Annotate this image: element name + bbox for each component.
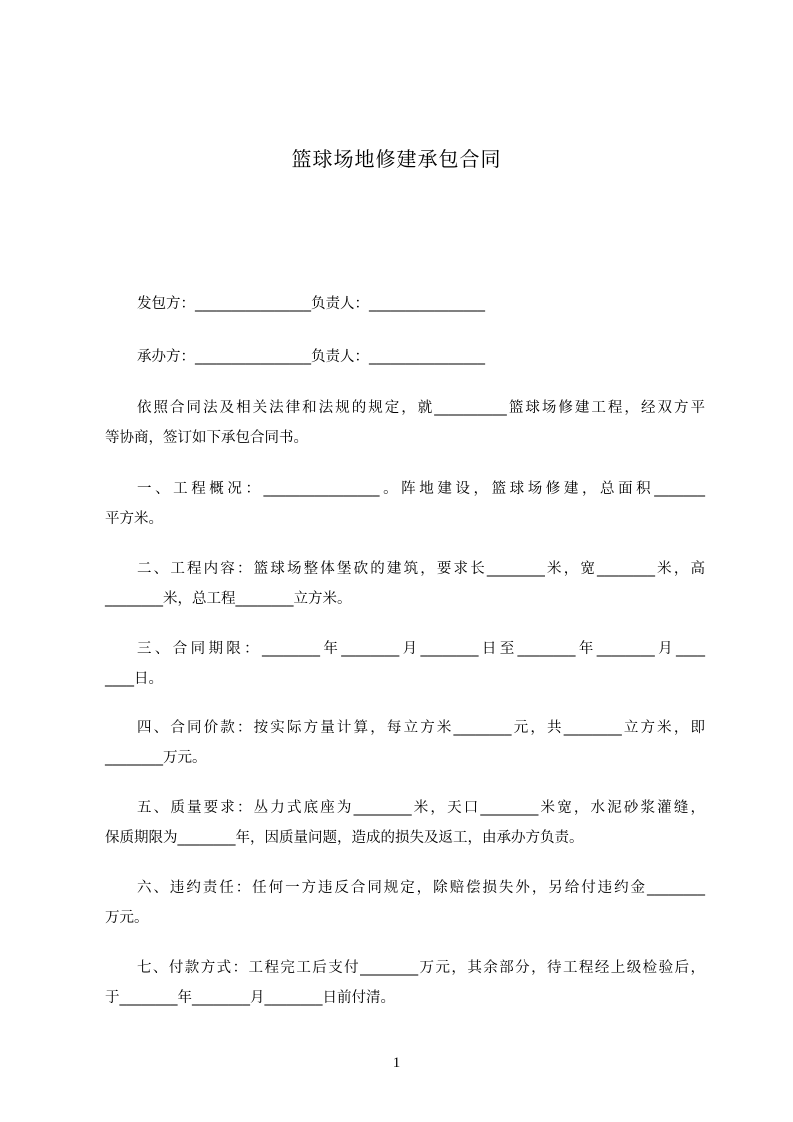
clause-line-2: ________米，总工程________立方米。	[105, 591, 352, 607]
page-number: 1	[392, 1055, 401, 1071]
clause-line-1: 五、质量要求：丛力式底座为________米，天口________米宽，水泥砂浆灌缝，	[137, 800, 705, 816]
clause-line-2: ____日。	[105, 671, 163, 687]
clause-line-1: 四、合同价款：按实际方量计算，每立方米________元，共________立方米，即	[137, 720, 705, 736]
clause-4	[105, 713, 705, 773]
intro-line-1: 依照合同法及相关法律和法规的规定，就__________篮球场修建工程，经双方平	[137, 400, 705, 416]
clause-1	[105, 474, 705, 534]
clause-7	[105, 953, 705, 1013]
party-a-line: 发包方：________________负责人：________________	[137, 296, 485, 312]
clause-line-1: 二、工程内容：篮球场整体堡砍的建筑，要求长________米，宽________米，高	[137, 561, 705, 577]
clause-5	[105, 793, 705, 853]
clause-line-2: 于________年________月________日前付清。	[105, 990, 395, 1006]
document-title: 篮球场地修建承包合同	[291, 147, 502, 171]
clause-2	[105, 554, 705, 614]
clause-6	[105, 873, 705, 933]
clause-line-2: ________万元。	[105, 750, 207, 766]
clause-line-2: 万元。	[105, 910, 149, 926]
clause-line-2: 平方米。	[105, 511, 163, 527]
clause-line-2: 保质期限为________年，因质量问题，造成的损失及返工，由承办方负责。	[105, 830, 584, 846]
intro-paragraph	[105, 393, 705, 453]
clause-3	[105, 634, 705, 694]
clause-line-1: 六、违约责任：任何一方违反合同规定，除赔偿损失外，另给付违约金________	[137, 880, 705, 896]
intro-line-2: 等协商，签订如下承包合同书。	[105, 430, 308, 446]
clause-line-1: 七、付款方式：工程完工后支付________万元，其余部分，待工程经上级检验后，	[137, 960, 705, 976]
clause-line-1: 一、工程概况：________________。阵地建设，篮球场修建，总面积_______	[137, 481, 705, 497]
clause-line-1: 三、合同期限：________年________月________日至________年________月____	[137, 641, 705, 657]
party-b-line: 承办方：________________负责人：________________	[137, 349, 485, 365]
